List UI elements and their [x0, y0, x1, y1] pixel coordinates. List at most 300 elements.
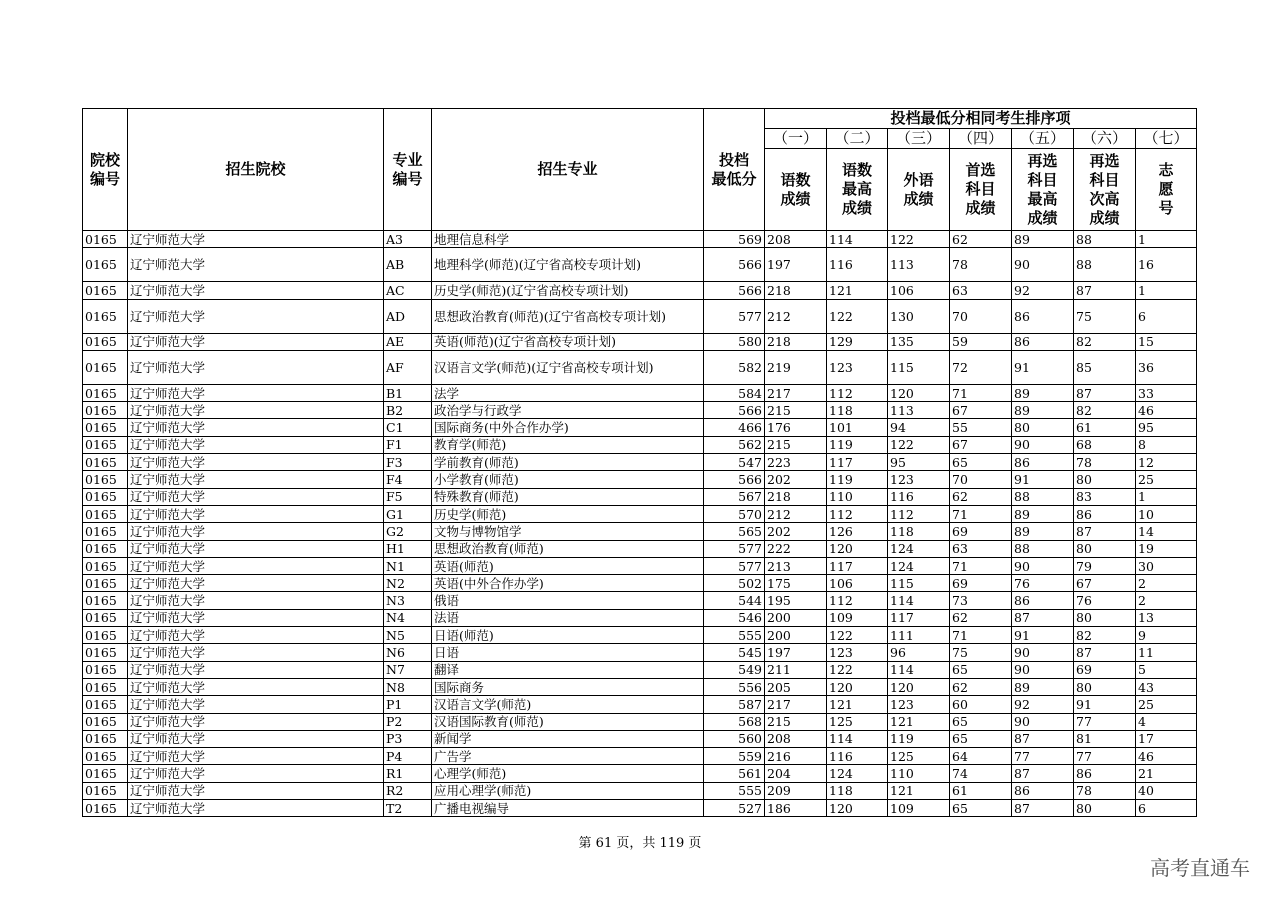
min-score: 555 [704, 782, 765, 799]
score-second-max: 86 [1012, 333, 1074, 350]
score-second-max: 90 [1012, 661, 1074, 678]
score-first-subject: 71 [950, 505, 1012, 522]
score-foreign: 118 [888, 523, 950, 540]
score-foreign: 119 [888, 730, 950, 747]
major-name: 教育学(师范) [432, 436, 704, 453]
score-second-max: 90 [1012, 557, 1074, 574]
school-code: 0165 [83, 488, 128, 505]
score-foreign: 113 [888, 402, 950, 419]
score-second-max: 88 [1012, 488, 1074, 505]
score-chn-math: 176 [765, 419, 827, 436]
major-name: 汉语国际教育(师范) [432, 713, 704, 730]
school-name: 辽宁师范大学 [128, 299, 384, 333]
preference-no: 30 [1136, 557, 1197, 574]
score-foreign: 116 [888, 488, 950, 505]
major-code: B2 [384, 402, 432, 419]
score-foreign: 135 [888, 333, 950, 350]
preference-no: 5 [1136, 661, 1197, 678]
score-first-subject: 67 [950, 402, 1012, 419]
score-second-max: 87 [1012, 730, 1074, 747]
min-score: 584 [704, 384, 765, 401]
min-score: 502 [704, 575, 765, 592]
school-name: 辽宁师范大学 [128, 748, 384, 765]
score-chn-math-max: 120 [827, 540, 888, 557]
table-row [83, 627, 1197, 644]
school-name: 辽宁师范大学 [128, 765, 384, 782]
score-second-max: 90 [1012, 644, 1074, 661]
min-score: 566 [704, 248, 765, 282]
major-name: 广播电视编导 [432, 800, 704, 817]
header-school: 招生院校 [128, 109, 384, 231]
major-name: 国际商务 [432, 678, 704, 695]
header-major: 招生专业 [432, 109, 704, 231]
table-row [83, 471, 1197, 488]
table-row [83, 661, 1197, 678]
major-code: R2 [384, 782, 432, 799]
school-code: 0165 [83, 333, 128, 350]
header-tiebreak-item: 再选 科目 最高 成绩 [1012, 149, 1074, 231]
school-name: 辽宁师范大学 [128, 454, 384, 471]
header-tiebreak-index: （三） [888, 129, 950, 149]
school-name: 辽宁师范大学 [128, 282, 384, 299]
header-tiebreak-item: 首选 科目 成绩 [950, 149, 1012, 231]
school-name: 辽宁师范大学 [128, 661, 384, 678]
score-second-next: 80 [1074, 471, 1136, 488]
preference-no: 11 [1136, 644, 1197, 661]
score-second-max: 88 [1012, 540, 1074, 557]
score-chn-math-max: 126 [827, 523, 888, 540]
min-score: 569 [704, 231, 765, 248]
header-school-code: 院校 编号 [83, 109, 128, 231]
score-chn-math-max: 110 [827, 488, 888, 505]
score-chn-math: 205 [765, 678, 827, 695]
major-name: 广告学 [432, 748, 704, 765]
score-second-max: 77 [1012, 748, 1074, 765]
major-name: 日语(师范) [432, 627, 704, 644]
table-row [83, 609, 1197, 626]
score-foreign: 115 [888, 575, 950, 592]
score-second-next: 68 [1074, 436, 1136, 453]
score-second-max: 80 [1012, 419, 1074, 436]
school-name: 辽宁师范大学 [128, 333, 384, 350]
min-score: 567 [704, 488, 765, 505]
table-row [83, 748, 1197, 765]
preference-no: 16 [1136, 248, 1197, 282]
score-foreign: 120 [888, 384, 950, 401]
score-first-subject: 65 [950, 730, 1012, 747]
min-score: 562 [704, 436, 765, 453]
score-chn-math: 213 [765, 557, 827, 574]
score-chn-math: 223 [765, 454, 827, 471]
school-code: 0165 [83, 592, 128, 609]
score-first-subject: 70 [950, 299, 1012, 333]
score-foreign: 114 [888, 661, 950, 678]
score-foreign: 114 [888, 592, 950, 609]
major-code: C1 [384, 419, 432, 436]
score-first-subject: 61 [950, 782, 1012, 799]
min-score: 566 [704, 402, 765, 419]
school-name: 辽宁师范大学 [128, 730, 384, 747]
school-name: 辽宁师范大学 [128, 523, 384, 540]
min-score: 566 [704, 282, 765, 299]
score-second-next: 85 [1074, 350, 1136, 384]
min-score: 565 [704, 523, 765, 540]
school-code: 0165 [83, 454, 128, 471]
score-chn-math-max: 120 [827, 678, 888, 695]
school-code: 0165 [83, 248, 128, 282]
major-name: 新闻学 [432, 730, 704, 747]
header-tiebreak-index: （四） [950, 129, 1012, 149]
score-second-next: 78 [1074, 782, 1136, 799]
major-name: 特殊教育(师范) [432, 488, 704, 505]
school-name: 辽宁师范大学 [128, 471, 384, 488]
school-name: 辽宁师范大学 [128, 384, 384, 401]
score-second-max: 90 [1012, 713, 1074, 730]
school-name: 辽宁师范大学 [128, 592, 384, 609]
score-chn-math-max: 121 [827, 282, 888, 299]
school-name: 辽宁师范大学 [128, 557, 384, 574]
preference-no: 15 [1136, 333, 1197, 350]
preference-no: 9 [1136, 627, 1197, 644]
school-code: 0165 [83, 523, 128, 540]
table-row [83, 248, 1197, 282]
score-second-next: 88 [1074, 248, 1136, 282]
score-chn-math: 222 [765, 540, 827, 557]
major-code: N5 [384, 627, 432, 644]
score-chn-math-max: 123 [827, 350, 888, 384]
score-foreign: 121 [888, 713, 950, 730]
table-row [83, 575, 1197, 592]
table-row [83, 231, 1197, 248]
school-code: 0165 [83, 748, 128, 765]
score-second-next: 86 [1074, 505, 1136, 522]
major-name: 历史学(师范) [432, 505, 704, 522]
min-score: 560 [704, 730, 765, 747]
score-second-next: 80 [1074, 609, 1136, 626]
score-second-max: 76 [1012, 575, 1074, 592]
major-code: P2 [384, 713, 432, 730]
score-first-subject: 62 [950, 231, 1012, 248]
score-chn-math: 218 [765, 333, 827, 350]
school-name: 辽宁师范大学 [128, 782, 384, 799]
school-code: 0165 [83, 644, 128, 661]
score-first-subject: 71 [950, 557, 1012, 574]
score-second-max: 89 [1012, 505, 1074, 522]
score-first-subject: 71 [950, 627, 1012, 644]
min-score: 570 [704, 505, 765, 522]
score-second-max: 87 [1012, 609, 1074, 626]
score-foreign: 110 [888, 765, 950, 782]
score-first-subject: 74 [950, 765, 1012, 782]
min-score: 568 [704, 713, 765, 730]
major-name: 思想政治教育(师范)(辽宁省高校专项计划) [432, 299, 704, 333]
score-first-subject: 72 [950, 350, 1012, 384]
score-chn-math: 195 [765, 592, 827, 609]
score-second-max: 86 [1012, 299, 1074, 333]
score-foreign: 95 [888, 454, 950, 471]
school-code: 0165 [83, 800, 128, 817]
score-second-next: 77 [1074, 713, 1136, 730]
score-chn-math: 197 [765, 644, 827, 661]
score-foreign: 115 [888, 350, 950, 384]
school-name: 辽宁师范大学 [128, 505, 384, 522]
score-first-subject: 63 [950, 540, 1012, 557]
header-tiebreak-index: （六） [1074, 129, 1136, 149]
score-second-max: 91 [1012, 350, 1074, 384]
major-code: N1 [384, 557, 432, 574]
header-min-score: 投档 最低分 [704, 109, 765, 231]
score-chn-math-max: 125 [827, 713, 888, 730]
major-code: F1 [384, 436, 432, 453]
score-foreign: 94 [888, 419, 950, 436]
table-row [83, 350, 1197, 384]
score-chn-math-max: 118 [827, 402, 888, 419]
preference-no: 1 [1136, 282, 1197, 299]
score-second-next: 80 [1074, 800, 1136, 817]
school-code: 0165 [83, 436, 128, 453]
score-first-subject: 70 [950, 471, 1012, 488]
preference-no: 12 [1136, 454, 1197, 471]
header-tiebreak-item: 外语 成绩 [888, 149, 950, 231]
score-chn-math: 200 [765, 627, 827, 644]
major-name: 英语(中外合作办学) [432, 575, 704, 592]
score-chn-math: 215 [765, 713, 827, 730]
major-name: 法学 [432, 384, 704, 401]
school-code: 0165 [83, 627, 128, 644]
preference-no: 1 [1136, 231, 1197, 248]
header-major-code: 专业 编号 [384, 109, 432, 231]
header-tiebreak-index: （一） [765, 129, 827, 149]
score-chn-math-max: 106 [827, 575, 888, 592]
major-name: 英语(师范)(辽宁省高校专项计划) [432, 333, 704, 350]
score-foreign: 123 [888, 471, 950, 488]
preference-no: 17 [1136, 730, 1197, 747]
score-chn-math: 209 [765, 782, 827, 799]
admission-score-table [82, 108, 1197, 817]
score-second-max: 89 [1012, 231, 1074, 248]
score-chn-math-max: 119 [827, 471, 888, 488]
school-name: 辽宁师范大学 [128, 696, 384, 713]
min-score: 549 [704, 661, 765, 678]
min-score: 466 [704, 419, 765, 436]
preference-no: 40 [1136, 782, 1197, 799]
table-row [83, 730, 1197, 747]
score-first-subject: 69 [950, 575, 1012, 592]
min-score: 587 [704, 696, 765, 713]
score-second-next: 76 [1074, 592, 1136, 609]
min-score: 577 [704, 299, 765, 333]
score-foreign: 121 [888, 782, 950, 799]
score-chn-math-max: 129 [827, 333, 888, 350]
table-row [83, 419, 1197, 436]
preference-no: 8 [1136, 436, 1197, 453]
major-code: B1 [384, 384, 432, 401]
score-second-max: 92 [1012, 282, 1074, 299]
score-chn-math-max: 120 [827, 800, 888, 817]
score-second-next: 75 [1074, 299, 1136, 333]
major-code: AD [384, 299, 432, 333]
school-name: 辽宁师范大学 [128, 678, 384, 695]
major-name: 日语 [432, 644, 704, 661]
school-name: 辽宁师范大学 [128, 436, 384, 453]
score-chn-math-max: 124 [827, 765, 888, 782]
score-foreign: 123 [888, 696, 950, 713]
score-second-max: 90 [1012, 436, 1074, 453]
preference-no: 43 [1136, 678, 1197, 695]
min-score: 546 [704, 609, 765, 626]
score-second-next: 82 [1074, 627, 1136, 644]
major-code: F5 [384, 488, 432, 505]
score-chn-math-max: 122 [827, 661, 888, 678]
score-second-max: 89 [1012, 523, 1074, 540]
score-second-max: 90 [1012, 248, 1074, 282]
score-second-next: 87 [1074, 644, 1136, 661]
major-code: P3 [384, 730, 432, 747]
table-row [83, 282, 1197, 299]
score-chn-math-max: 109 [827, 609, 888, 626]
score-chn-math: 219 [765, 350, 827, 384]
table-row [83, 299, 1197, 333]
major-name: 应用心理学(师范) [432, 782, 704, 799]
school-code: 0165 [83, 765, 128, 782]
major-name: 心理学(师范) [432, 765, 704, 782]
school-code: 0165 [83, 505, 128, 522]
score-second-max: 91 [1012, 471, 1074, 488]
score-second-max: 87 [1012, 765, 1074, 782]
min-score: 559 [704, 748, 765, 765]
score-first-subject: 67 [950, 436, 1012, 453]
major-name: 地理科学(师范)(辽宁省高校专项计划) [432, 248, 704, 282]
score-chn-math: 217 [765, 384, 827, 401]
school-name: 辽宁师范大学 [128, 488, 384, 505]
major-code: AB [384, 248, 432, 282]
score-foreign: 122 [888, 231, 950, 248]
major-code: P1 [384, 696, 432, 713]
score-second-next: 88 [1074, 231, 1136, 248]
score-chn-math: 175 [765, 575, 827, 592]
score-chn-math: 215 [765, 436, 827, 453]
table-row [83, 696, 1197, 713]
score-chn-math: 218 [765, 282, 827, 299]
score-second-next: 77 [1074, 748, 1136, 765]
school-code: 0165 [83, 730, 128, 747]
preference-no: 46 [1136, 402, 1197, 419]
score-foreign: 124 [888, 540, 950, 557]
score-foreign: 124 [888, 557, 950, 574]
score-chn-math: 197 [765, 248, 827, 282]
major-name: 翻译 [432, 661, 704, 678]
school-code: 0165 [83, 419, 128, 436]
major-name: 英语(师范) [432, 557, 704, 574]
score-first-subject: 63 [950, 282, 1012, 299]
score-first-subject: 60 [950, 696, 1012, 713]
min-score: 527 [704, 800, 765, 817]
score-second-max: 87 [1012, 800, 1074, 817]
score-chn-math-max: 112 [827, 592, 888, 609]
score-foreign: 125 [888, 748, 950, 765]
score-chn-math-max: 122 [827, 299, 888, 333]
major-code: N3 [384, 592, 432, 609]
major-code: N6 [384, 644, 432, 661]
school-code: 0165 [83, 713, 128, 730]
score-second-next: 87 [1074, 282, 1136, 299]
preference-no: 2 [1136, 575, 1197, 592]
major-name: 学前教育(师范) [432, 454, 704, 471]
min-score: 544 [704, 592, 765, 609]
major-name: 地理信息科学 [432, 231, 704, 248]
score-second-next: 78 [1074, 454, 1136, 471]
header-tiebreak-item: 再选 科目 次高 成绩 [1074, 149, 1136, 231]
header-tiebreak-index: （七） [1136, 129, 1197, 149]
score-foreign: 113 [888, 248, 950, 282]
table-row [83, 523, 1197, 540]
table-row [83, 540, 1197, 557]
score-first-subject: 73 [950, 592, 1012, 609]
preference-no: 2 [1136, 592, 1197, 609]
score-chn-math: 212 [765, 299, 827, 333]
major-code: H1 [384, 540, 432, 557]
score-second-next: 79 [1074, 557, 1136, 574]
score-first-subject: 62 [950, 609, 1012, 626]
score-second-next: 91 [1074, 696, 1136, 713]
preference-no: 19 [1136, 540, 1197, 557]
table-header [83, 109, 1197, 231]
major-code: AC [384, 282, 432, 299]
major-name: 汉语言文学(师范) [432, 696, 704, 713]
preference-no: 4 [1136, 713, 1197, 730]
page-footer: 第 61 页，共 119 页 [578, 836, 702, 851]
score-chn-math-max: 114 [827, 730, 888, 747]
score-second-next: 82 [1074, 402, 1136, 419]
score-second-next: 87 [1074, 523, 1136, 540]
table-row [83, 765, 1197, 782]
score-chn-math: 200 [765, 609, 827, 626]
school-code: 0165 [83, 609, 128, 626]
table-row [83, 505, 1197, 522]
min-score: 555 [704, 627, 765, 644]
table-body [83, 231, 1197, 817]
preference-no: 33 [1136, 384, 1197, 401]
preference-no: 10 [1136, 505, 1197, 522]
header-tiebreak-item: 语数 成绩 [765, 149, 827, 231]
school-code: 0165 [83, 678, 128, 695]
score-first-subject: 65 [950, 454, 1012, 471]
score-second-max: 86 [1012, 454, 1074, 471]
school-name: 辽宁师范大学 [128, 402, 384, 419]
score-second-max: 89 [1012, 678, 1074, 695]
score-foreign: 112 [888, 505, 950, 522]
school-name: 辽宁师范大学 [128, 248, 384, 282]
score-foreign: 111 [888, 627, 950, 644]
major-name: 文物与博物馆学 [432, 523, 704, 540]
score-foreign: 122 [888, 436, 950, 453]
score-chn-math-max: 101 [827, 419, 888, 436]
score-second-max: 91 [1012, 627, 1074, 644]
score-first-subject: 65 [950, 713, 1012, 730]
major-name: 俄语 [432, 592, 704, 609]
school-code: 0165 [83, 350, 128, 384]
school-code: 0165 [83, 384, 128, 401]
major-name: 小学教育(师范) [432, 471, 704, 488]
score-second-max: 92 [1012, 696, 1074, 713]
score-chn-math: 217 [765, 696, 827, 713]
score-chn-math-max: 116 [827, 748, 888, 765]
preference-no: 36 [1136, 350, 1197, 384]
preference-no: 25 [1136, 696, 1197, 713]
score-first-subject: 71 [950, 384, 1012, 401]
preference-no: 95 [1136, 419, 1197, 436]
score-second-next: 81 [1074, 730, 1136, 747]
